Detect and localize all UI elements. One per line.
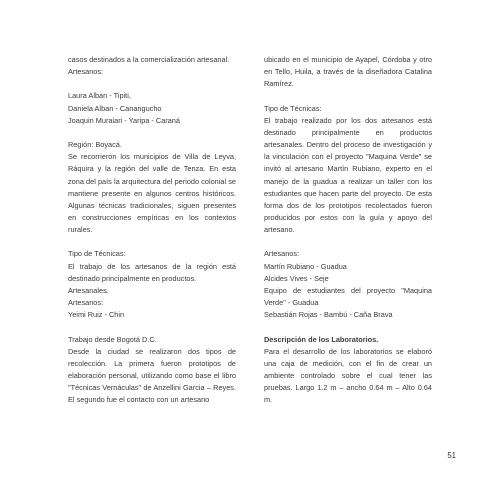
text-line: Tipo de Técnicas:	[68, 249, 126, 259]
text-line: Trabajo desde Bogotá D.C.	[68, 334, 157, 344]
text-line: Región: Boyacá.	[68, 140, 122, 150]
right-text-column	[264, 54, 432, 406]
body-paragraph: Para el desarrollo de los laboratorios se elaboró una caja de medición, con el fin de crear un ambiente controlado sobre el cual tener las pruebas. Largo 1.2 m – ancho 0.64 m – Alto 0.64 m.	[264, 346, 432, 405]
left-text-column	[68, 54, 236, 406]
paragraph-gap	[68, 127, 236, 139]
text-line: Sebastián Rojas - Bambú - Caña Brava	[264, 310, 393, 320]
body-paragraph: ubicado en el municipio de Ayapel, Córdoba y otro en Tello, Huila, a través de la diseñadora Catalina Ramírez.	[264, 55, 432, 89]
text-line: Artesanos:	[68, 298, 104, 308]
paragraph-gap	[68, 321, 236, 333]
paragraph-gap	[264, 236, 432, 248]
text-line: Yeimi Ruiz - Chin	[68, 310, 125, 320]
paragraph-gap	[264, 90, 432, 102]
text-line: Artesanos:	[68, 67, 104, 77]
text-line: Daniela Alban - Canangucho	[68, 103, 162, 113]
paragraph-gap	[264, 321, 432, 333]
body-paragraph: Desde la ciudad se realizaron dos tipos de recolección. La primera fueron prototipos de elaboración personal, utilizando como base el libro "Técnicas Vernáculas" de Anzellini Garcia – Reyes. El segundo fue el contacto con un artesano	[68, 346, 236, 405]
text-line: Martín Rubiano - Guadua	[264, 261, 347, 271]
text-line: Alcides Vives - Seje	[264, 273, 329, 283]
body-paragraph: El trabajo realizado por los dos artesanos está destinado principalmente en productos artesanales. Dentro del proceso de investigación y la vinculación con el proyecto "Maquina Verde" se invitó al artesano Martín Rubiano, experto en el manejo de la guadua a realizar un taller con los estudiantes que hacen parte del proyecto. De esta forma dos de los prototipos recolectados fueron producidos por estos con la guía y apoyo del artesano.	[264, 115, 432, 235]
text-line: Laura Alban - Tipiti,	[68, 91, 131, 101]
text-line: Artesanos:	[264, 249, 300, 259]
text-line: Artesanales.	[68, 285, 109, 295]
section-heading: Descripción de los Laboratorios.	[264, 334, 379, 344]
paragraph-gap	[68, 78, 236, 90]
text-line: Joaquin Muraiari - Yaripa - Caraná	[68, 115, 180, 125]
body-paragraph: El trabajo de los artesanos de la región está destinado principalmente en productos.	[68, 261, 236, 283]
text-line: Tipo de Técnicas:	[264, 103, 322, 113]
text-line: casos destinados a la comercialización artesanal.	[68, 55, 230, 64]
paragraph-gap	[68, 236, 236, 248]
body-paragraph: Equipo de estudiantes del proyecto "Maquina Verde" - Guadua	[264, 285, 432, 308]
page-number: 51	[447, 451, 456, 460]
body-paragraph: Se recorrieron los municipios de Villa de Leyva, Ráquira y la región del valle de Tenza. En esta zona del país la arquitectura del periodo colonial se mantiene presente en algunos centros históricos. Algunas técnicas tradicionales, siguen presentes en construcciones empíricas en los contextos rurales.	[68, 152, 236, 235]
